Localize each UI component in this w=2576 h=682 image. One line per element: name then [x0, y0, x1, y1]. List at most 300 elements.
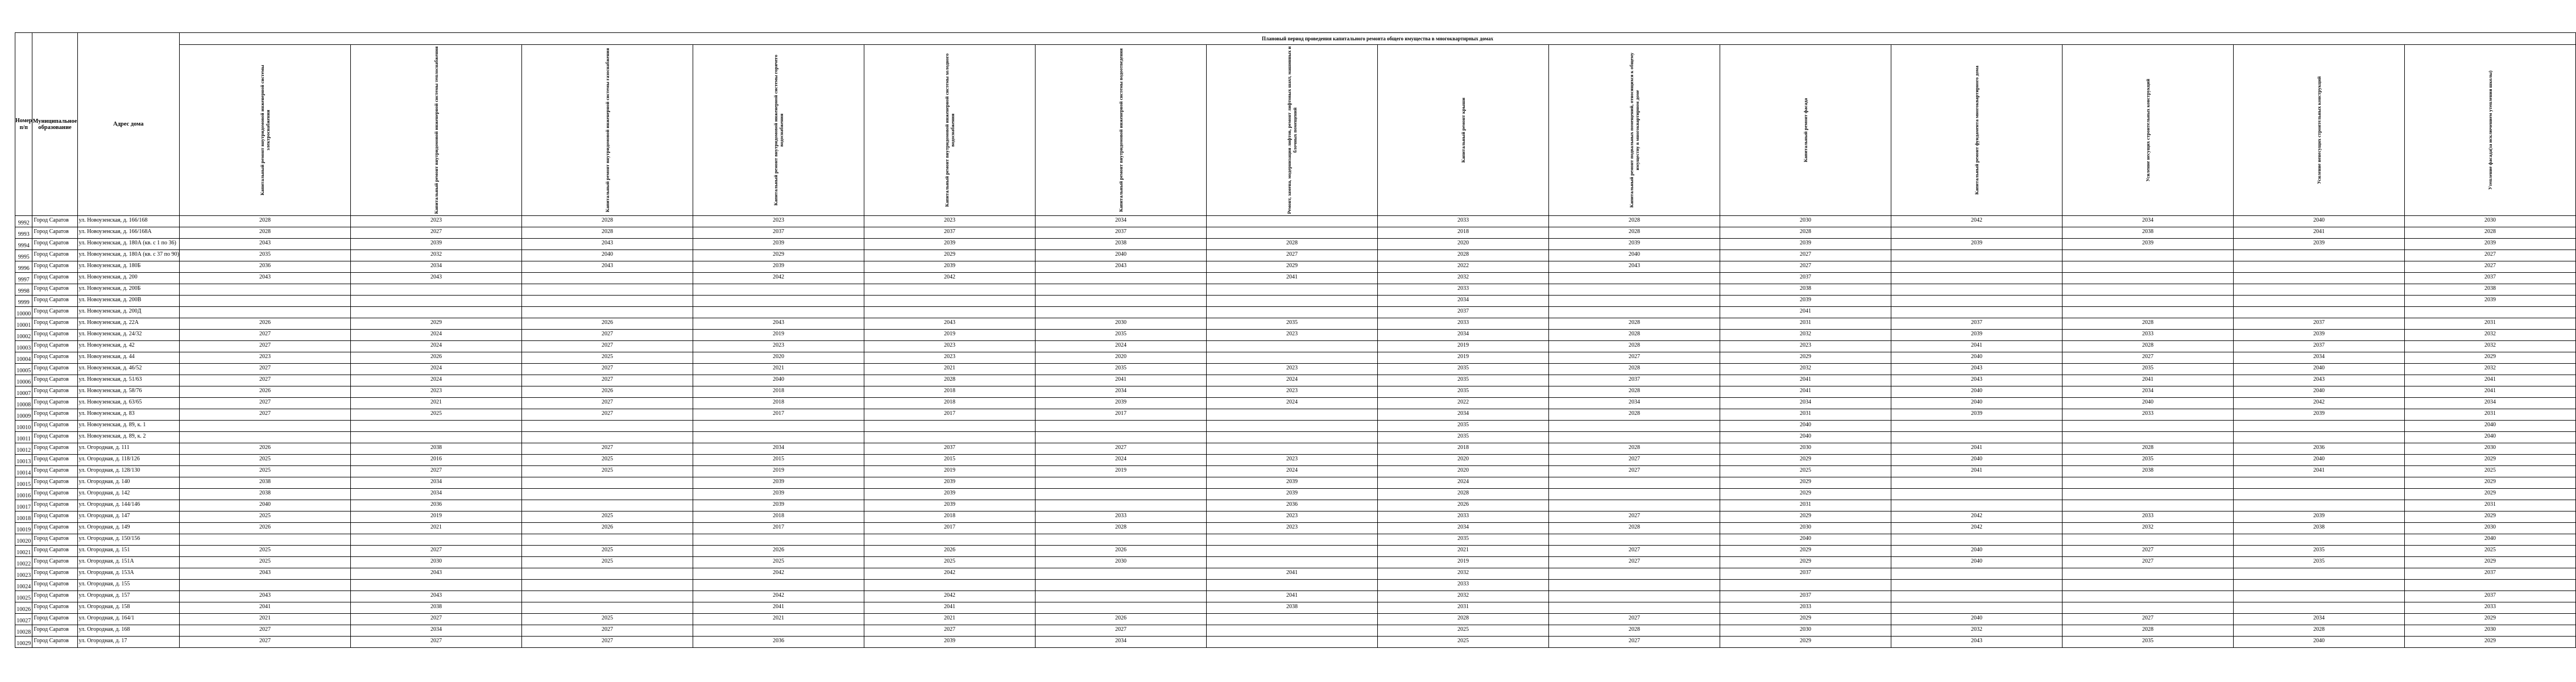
row-year-cell [2062, 580, 2233, 591]
row-year-cell [1891, 489, 2062, 500]
row-year-cell [1548, 432, 1720, 443]
row-year-cell: 2028 [1548, 330, 1720, 341]
row-year-cell: 2041 [1720, 307, 1891, 318]
table-row [15, 341, 2576, 352]
row-address: ул. Новоузенская, д. 200 [77, 273, 179, 284]
row-number: 10001 [15, 318, 32, 330]
row-year-cell: 2027 [179, 625, 350, 637]
row-year-cell [864, 284, 1035, 296]
row-year-cell: 2034 [1720, 398, 1891, 409]
row-year-cell: 2034 [350, 625, 521, 637]
row-year-cell: 2026 [1377, 500, 1548, 512]
row-number: 10014 [15, 466, 32, 477]
row-year-cell: 2017 [693, 409, 864, 421]
row-address: ул. Огородная, д. 111 [77, 443, 179, 455]
row-address: ул. Огородная, д. 164/1 [77, 614, 179, 625]
row-year-cell: 2035 [1206, 318, 1377, 330]
row-year-cell [1206, 580, 1377, 591]
row-year-cell: 2042 [1891, 523, 2062, 534]
row-year-cell: 2034 [1377, 296, 1548, 307]
row-year-cell: 2027 [2062, 352, 2233, 364]
row-year-cell: 2029 [1720, 512, 1891, 523]
row-year-cell [1035, 477, 1206, 489]
row-year-cell: 2034 [1377, 409, 1548, 421]
row-number: 10028 [15, 625, 32, 637]
row-year-cell [2233, 307, 2404, 318]
row-year-cell [521, 489, 693, 500]
row-year-cell: 2030 [1035, 557, 1206, 568]
row-year-cell: 2024 [350, 375, 521, 386]
table-row [15, 250, 2576, 261]
row-year-cell: 2041 [693, 602, 864, 614]
row-year-cell: 2040 [1720, 432, 1891, 443]
row-year-cell: 2034 [350, 489, 521, 500]
row-year-cell: 2027 [2404, 261, 2575, 273]
row-municipality: Город Саратов [32, 443, 77, 455]
row-year-cell: 2026 [1035, 546, 1206, 557]
header-work-5 [864, 45, 1035, 216]
row-year-cell: 2027 [521, 637, 693, 648]
row-year-cell [1891, 568, 2062, 580]
row-year-cell: 2027 [350, 227, 521, 239]
row-municipality: Город Саратов [32, 557, 77, 568]
row-year-cell: 2038 [2404, 284, 2575, 296]
row-municipality: Город Саратов [32, 307, 77, 318]
row-year-cell: 2035 [2233, 546, 2404, 557]
row-municipality: Город Саратов [32, 261, 77, 273]
table-row [15, 625, 2576, 637]
row-year-cell: 2039 [864, 489, 1035, 500]
row-year-cell: 2040 [693, 375, 864, 386]
table-row [15, 534, 2576, 546]
header-work-label: Капитальный ремонт внутридомовой инженерной системы теплоснабжения [433, 46, 439, 214]
row-year-cell: 2037 [864, 443, 1035, 455]
row-year-cell: 2040 [1891, 398, 2062, 409]
header-work-6 [1035, 45, 1206, 216]
row-year-cell: 2018 [864, 512, 1035, 523]
row-year-cell: 2037 [1891, 318, 2062, 330]
row-address: ул. Огородная, д. 17 [77, 637, 179, 648]
row-year-cell: 2034 [1035, 216, 1206, 227]
row-year-cell: 2039 [693, 239, 864, 250]
row-number: 10015 [15, 477, 32, 489]
row-year-cell: 2025 [521, 557, 693, 568]
row-year-cell: 2033 [1377, 580, 1548, 591]
row-year-cell: 2031 [1720, 318, 1891, 330]
row-year-cell: 2043 [693, 318, 864, 330]
row-year-cell: 2040 [2404, 534, 2575, 546]
row-year-cell [1891, 273, 2062, 284]
row-year-cell: 2029 [2404, 637, 2575, 648]
row-year-cell: 2040 [2233, 216, 2404, 227]
row-year-cell: 2024 [1035, 341, 1206, 352]
row-year-cell: 2025 [521, 512, 693, 523]
row-year-cell: 2017 [864, 523, 1035, 534]
header-work-8 [1377, 45, 1548, 216]
header-work-14 [2404, 45, 2575, 216]
row-number: 9997 [15, 273, 32, 284]
row-year-cell [1206, 421, 1377, 432]
row-year-cell: 2030 [1720, 523, 1891, 534]
row-year-cell: 2030 [1035, 318, 1206, 330]
header-municipality: Муниципальное образование [32, 33, 77, 216]
row-year-cell [693, 421, 864, 432]
row-address: ул. Огородная, д. 168 [77, 625, 179, 637]
row-year-cell [2062, 489, 2233, 500]
row-number: 10013 [15, 455, 32, 466]
row-year-cell: 2040 [179, 500, 350, 512]
row-year-cell: 2038 [2233, 523, 2404, 534]
row-year-cell [2233, 602, 2404, 614]
table-row [15, 580, 2576, 591]
row-year-cell: 2043 [864, 318, 1035, 330]
table-row [15, 568, 2576, 580]
row-year-cell: 2020 [1377, 466, 1548, 477]
row-year-cell: 2024 [350, 330, 521, 341]
row-year-cell [1206, 637, 1377, 648]
row-year-cell: 2024 [1206, 466, 1377, 477]
row-year-cell: 2026 [864, 546, 1035, 557]
row-year-cell: 2023 [1206, 330, 1377, 341]
table-row [15, 284, 2576, 296]
row-municipality: Город Саратов [32, 591, 77, 602]
row-year-cell: 2035 [1377, 364, 1548, 375]
row-year-cell [1548, 602, 1720, 614]
row-year-cell: 2039 [2233, 330, 2404, 341]
row-address: ул. Огородная, д. 142 [77, 489, 179, 500]
row-year-cell: 2039 [2404, 239, 2575, 250]
row-municipality: Город Саратов [32, 534, 77, 546]
row-year-cell: 2034 [2233, 614, 2404, 625]
row-year-cell: 2043 [179, 591, 350, 602]
table-row [15, 466, 2576, 477]
row-year-cell: 2019 [1377, 352, 1548, 364]
row-year-cell: 2015 [864, 455, 1035, 466]
row-year-cell: 2033 [2062, 512, 2233, 523]
row-year-cell [521, 284, 693, 296]
header-work-label: Усиление ненесущих строительных конструкций [2316, 76, 2322, 184]
table-row [15, 318, 2576, 330]
row-year-cell: 2039 [1891, 409, 2062, 421]
row-year-cell [693, 580, 864, 591]
row-year-cell: 2028 [1548, 341, 1720, 352]
row-year-cell: 2042 [693, 568, 864, 580]
row-year-cell [1206, 352, 1377, 364]
row-number: 10007 [15, 386, 32, 398]
row-year-cell: 2035 [1035, 364, 1206, 375]
row-year-cell: 2043 [350, 591, 521, 602]
row-year-cell: 2028 [1548, 318, 1720, 330]
row-year-cell: 2041 [2233, 227, 2404, 239]
table-row [15, 523, 2576, 534]
row-year-cell: 2039 [693, 477, 864, 489]
row-year-cell: 2029 [2404, 614, 2575, 625]
row-year-cell: 2019 [693, 330, 864, 341]
work-type-headers [15, 45, 2576, 216]
row-year-cell: 2037 [2404, 273, 2575, 284]
row-year-cell: 2040 [1720, 421, 1891, 432]
row-year-cell: 2028 [2233, 625, 2404, 637]
row-year-cell [2404, 580, 2575, 591]
row-year-cell [2233, 261, 2404, 273]
table-row [15, 227, 2576, 239]
row-year-cell: 2039 [864, 239, 1035, 250]
row-year-cell: 2038 [1206, 602, 1377, 614]
capital-repair-table [15, 32, 2576, 648]
row-year-cell: 2040 [1891, 614, 2062, 625]
header-work-11 [1891, 45, 2062, 216]
row-year-cell: 2028 [1548, 227, 1720, 239]
row-year-cell: 2025 [179, 512, 350, 523]
row-year-cell [1035, 489, 1206, 500]
row-number: 10017 [15, 500, 32, 512]
row-year-cell: 2031 [2404, 409, 2575, 421]
row-year-cell: 2041 [2404, 386, 2575, 398]
row-year-cell [1035, 602, 1206, 614]
row-year-cell: 2026 [179, 523, 350, 534]
row-year-cell [693, 534, 864, 546]
row-address: ул. Огородная, д. 118/126 [77, 455, 179, 466]
table-row [15, 296, 2576, 307]
row-year-cell: 2021 [350, 398, 521, 409]
row-year-cell: 2033 [1377, 318, 1548, 330]
row-year-cell: 2029 [864, 250, 1035, 261]
row-year-cell [1206, 409, 1377, 421]
row-address: ул. Новоузенская, д. 24/32 [77, 330, 179, 341]
row-year-cell: 2037 [2404, 591, 2575, 602]
row-year-cell: 2032 [1891, 625, 2062, 637]
table-row [15, 261, 2576, 273]
row-year-cell [2062, 500, 2233, 512]
row-year-cell: 2040 [2233, 386, 2404, 398]
row-year-cell: 2023 [693, 341, 864, 352]
row-year-cell [521, 591, 693, 602]
row-year-cell [179, 421, 350, 432]
row-year-cell: 2038 [179, 477, 350, 489]
row-year-cell: 2028 [2062, 341, 2233, 352]
row-year-cell: 2025 [350, 409, 521, 421]
row-number: 9995 [15, 250, 32, 261]
row-number: 10020 [15, 534, 32, 546]
row-year-cell: 2028 [1548, 364, 1720, 375]
table-row [15, 398, 2576, 409]
row-municipality: Город Саратов [32, 216, 77, 227]
row-year-cell [521, 421, 693, 432]
row-year-cell [1891, 534, 2062, 546]
row-year-cell: 2025 [179, 546, 350, 557]
row-year-cell [1206, 216, 1377, 227]
row-number: 10006 [15, 375, 32, 386]
table-row [15, 512, 2576, 523]
row-year-cell: 2020 [693, 352, 864, 364]
row-municipality: Город Саратов [32, 409, 77, 421]
row-year-cell [1548, 591, 1720, 602]
row-municipality: Город Саратов [32, 284, 77, 296]
row-address: ул. Новоузенская, д. 200В [77, 296, 179, 307]
row-year-cell: 2034 [1548, 398, 1720, 409]
row-year-cell: 2034 [2062, 386, 2233, 398]
row-year-cell: 2043 [1548, 261, 1720, 273]
row-year-cell: 2027 [521, 409, 693, 421]
row-address: ул. Огородная, д. 157 [77, 591, 179, 602]
row-municipality: Город Саратов [32, 432, 77, 443]
row-year-cell: 2027 [1720, 261, 1891, 273]
row-year-cell: 2039 [864, 477, 1035, 489]
row-year-cell: 2031 [2404, 500, 2575, 512]
row-year-cell [1035, 580, 1206, 591]
row-year-cell: 2042 [2233, 398, 2404, 409]
header-work-4 [693, 45, 864, 216]
row-year-cell: 2041 [1206, 273, 1377, 284]
row-year-cell: 2037 [1720, 273, 1891, 284]
row-year-cell: 2028 [521, 216, 693, 227]
row-year-cell: 2029 [2404, 455, 2575, 466]
row-year-cell [1035, 591, 1206, 602]
row-year-cell: 2028 [1548, 625, 1720, 637]
row-year-cell: 2027 [521, 375, 693, 386]
row-municipality: Город Саратов [32, 296, 77, 307]
row-year-cell: 2034 [693, 443, 864, 455]
row-year-cell: 2029 [1206, 261, 1377, 273]
row-year-cell: 2027 [2062, 557, 2233, 568]
row-year-cell: 2023 [179, 352, 350, 364]
row-year-cell: 2027 [521, 341, 693, 352]
row-year-cell: 2023 [864, 341, 1035, 352]
row-year-cell: 2029 [1720, 637, 1891, 648]
row-year-cell [1206, 614, 1377, 625]
row-year-cell: 2029 [1720, 455, 1891, 466]
row-municipality: Город Саратов [32, 625, 77, 637]
row-year-cell: 2033 [1035, 512, 1206, 523]
row-year-cell: 2041 [1206, 591, 1377, 602]
row-year-cell [2233, 580, 2404, 591]
row-year-cell [2233, 477, 2404, 489]
table-row [15, 307, 2576, 318]
row-year-cell: 2027 [179, 364, 350, 375]
row-municipality: Город Саратов [32, 523, 77, 534]
row-year-cell: 2027 [179, 330, 350, 341]
row-year-cell [350, 580, 521, 591]
row-year-cell: 2028 [179, 227, 350, 239]
header-work-label: Капитальный ремонт фундамента многоквартирного дома [1973, 65, 1979, 195]
row-year-cell: 2040 [2233, 637, 2404, 648]
table-row [15, 216, 2576, 227]
header-work-9 [1548, 45, 1720, 216]
row-municipality: Город Саратов [32, 239, 77, 250]
row-number: 10018 [15, 512, 32, 523]
row-year-cell: 2028 [2062, 625, 2233, 637]
row-year-cell [1035, 568, 1206, 580]
row-year-cell: 2043 [350, 568, 521, 580]
row-number: 10021 [15, 546, 32, 557]
row-year-cell: 2027 [521, 330, 693, 341]
row-year-cell: 2018 [693, 398, 864, 409]
table-row [15, 546, 2576, 557]
row-year-cell: 2040 [521, 250, 693, 261]
row-year-cell [179, 580, 350, 591]
table-row [15, 239, 2576, 250]
table-row [15, 455, 2576, 466]
row-year-cell [1548, 307, 1720, 318]
row-year-cell [1206, 443, 1377, 455]
row-year-cell [1548, 273, 1720, 284]
row-year-cell [1548, 534, 1720, 546]
row-year-cell [1548, 284, 1720, 296]
row-year-cell: 2019 [1377, 341, 1548, 352]
row-year-cell: 2027 [1548, 557, 1720, 568]
row-year-cell: 2034 [2233, 352, 2404, 364]
row-year-cell: 2025 [864, 557, 1035, 568]
row-year-cell: 2040 [1891, 455, 2062, 466]
row-year-cell: 2043 [1891, 364, 2062, 375]
row-municipality: Город Саратов [32, 398, 77, 409]
row-year-cell: 2041 [1891, 466, 2062, 477]
row-year-cell: 2028 [2062, 443, 2233, 455]
row-year-cell: 2029 [2404, 489, 2575, 500]
header-work-label: Ремонт, замена, модернизация лифтов, ремонт лифтовых шахт, машинных и блочных помещений [1286, 46, 1298, 214]
header-work-label: Усиление несущих строительных конструкций [2144, 78, 2151, 182]
row-year-cell [1891, 591, 2062, 602]
row-year-cell: 2030 [1720, 216, 1891, 227]
header-work-label: Капитальный ремонт внутридомовой инженерной системы водоотведения [1117, 48, 1124, 212]
row-year-cell: 2025 [1720, 466, 1891, 477]
row-year-cell: 2035 [2233, 557, 2404, 568]
row-year-cell: 2026 [179, 318, 350, 330]
row-year-cell: 2024 [350, 341, 521, 352]
row-year-cell [693, 625, 864, 637]
row-year-cell [1206, 557, 1377, 568]
row-municipality: Город Саратов [32, 466, 77, 477]
row-year-cell [521, 273, 693, 284]
row-year-cell: 2039 [1891, 239, 2062, 250]
header-work-10 [1720, 45, 1891, 216]
row-year-cell: 2025 [2404, 546, 2575, 557]
row-year-cell: 2032 [350, 250, 521, 261]
row-year-cell: 2041 [1720, 375, 1891, 386]
row-year-cell: 2039 [864, 500, 1035, 512]
row-year-cell: 2034 [1377, 330, 1548, 341]
row-year-cell: 2040 [1891, 352, 2062, 364]
row-year-cell: 2033 [1377, 512, 1548, 523]
row-year-cell: 2031 [1720, 409, 1891, 421]
row-address: ул. Новоузенская, д. 42 [77, 341, 179, 352]
row-year-cell [1891, 261, 2062, 273]
row-year-cell: 2017 [864, 409, 1035, 421]
row-year-cell [2233, 489, 2404, 500]
row-year-cell [1035, 500, 1206, 512]
row-year-cell: 2040 [1891, 386, 2062, 398]
row-number: 10027 [15, 614, 32, 625]
row-year-cell: 2032 [2404, 330, 2575, 341]
header-work-label: Капитальный ремонт внутридомовой инженерной системы холодного водоснабжения [943, 53, 955, 207]
row-year-cell: 2031 [2404, 318, 2575, 330]
row-year-cell [864, 534, 1035, 546]
row-year-cell: 2032 [1377, 568, 1548, 580]
row-year-cell [350, 432, 521, 443]
row-year-cell: 2027 [521, 364, 693, 375]
row-year-cell [1548, 296, 1720, 307]
row-year-cell: 2039 [350, 239, 521, 250]
row-year-cell: 2032 [2062, 523, 2233, 534]
row-year-cell: 2024 [1377, 477, 1548, 489]
row-year-cell: 2039 [2233, 239, 2404, 250]
row-year-cell: 2025 [179, 557, 350, 568]
row-year-cell: 2027 [521, 625, 693, 637]
row-year-cell [1891, 432, 2062, 443]
row-year-cell: 2027 [350, 466, 521, 477]
row-year-cell [179, 534, 350, 546]
row-year-cell: 2020 [1377, 455, 1548, 466]
